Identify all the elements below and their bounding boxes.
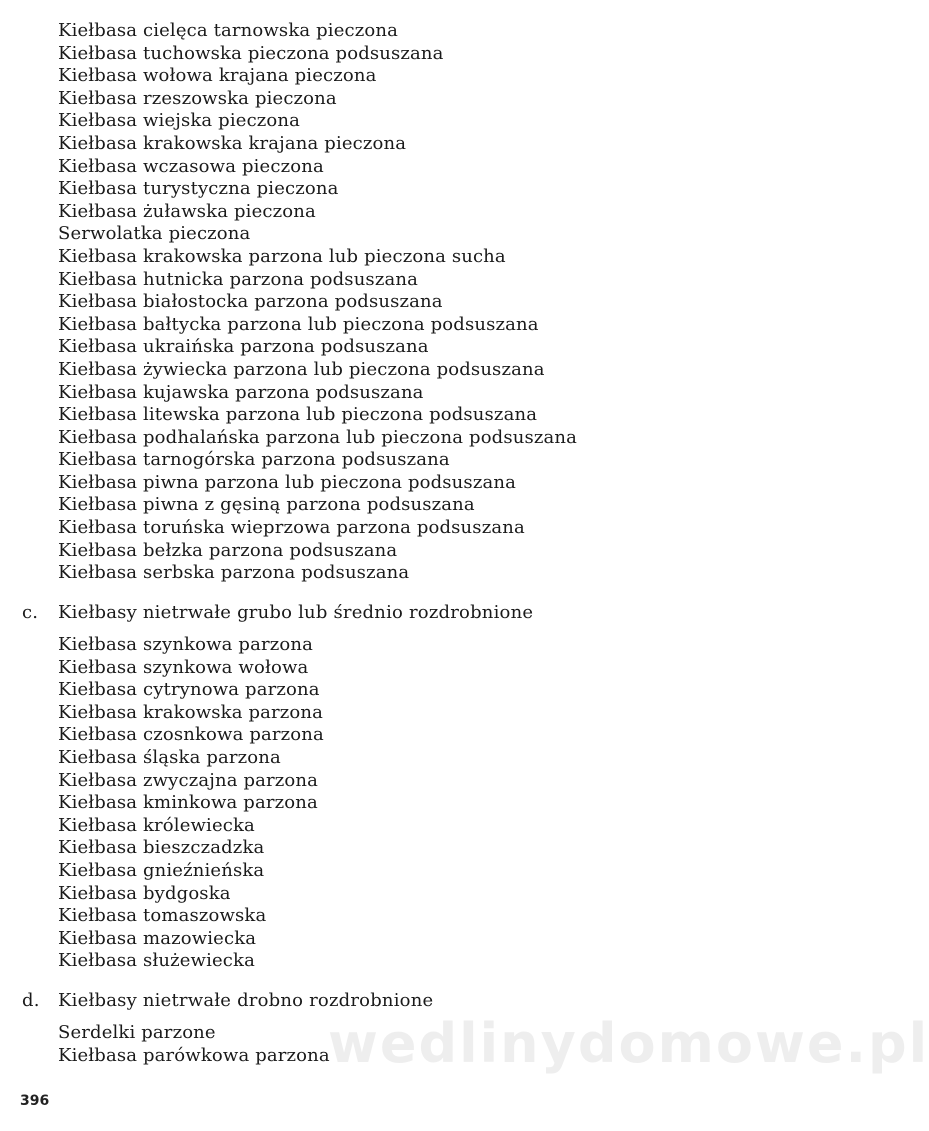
list-item: Kiełbasa żywiecka parzona lub pieczona podsuszana bbox=[58, 358, 545, 380]
section-d-title: Kiełbasy nietrwałe drobno rozdrobnione bbox=[58, 990, 434, 1011]
list-item: Kiełbasa gnieźnieńska bbox=[58, 859, 265, 881]
list-item: Kiełbasa piwna parzona lub pieczona podsuszana bbox=[58, 471, 516, 493]
list-item: Kiełbasa tarnogórska parzona podsuszana bbox=[58, 449, 450, 471]
list-item: Kiełbasa żuławska pieczona bbox=[58, 200, 316, 222]
section-c-letter: c. bbox=[22, 602, 39, 623]
list-item: Kiełbasa szynkowa parzona bbox=[58, 634, 313, 655]
list-item: Kiełbasa podhalańska parzona lub pieczona podsuszana bbox=[58, 426, 578, 448]
list-item: Kiełbasa tuchowska pieczona podsuszana bbox=[58, 42, 444, 64]
list-item: Kiełbasa białostocka parzona podsuszana bbox=[58, 291, 443, 313]
list-item: Kiełbasa bełzka parzona podsuszana bbox=[58, 539, 398, 561]
list-item: Kiełbasa wołowa krajana pieczona bbox=[58, 65, 377, 87]
list-item: Kiełbasa litewska parzona lub pieczona podsuszana bbox=[58, 404, 538, 426]
list-item: Kiełbasa tomaszowska bbox=[58, 905, 267, 927]
list-item: Kiełbasa serbska parzona podsuszana bbox=[58, 562, 410, 584]
section-d-list bbox=[58, 1022, 330, 1067]
list-item: Kiełbasa toruńska wieprzowa parzona podsuszana bbox=[58, 517, 525, 539]
section-c-list bbox=[58, 634, 324, 973]
list-item: Kiełbasa służewiecka bbox=[58, 950, 255, 972]
section-c-heading bbox=[22, 601, 533, 625]
list-item: Serdelki parzone bbox=[58, 1022, 216, 1043]
watermark: wedlinydomowe.pl bbox=[328, 1012, 929, 1075]
list-item: Kiełbasa bydgoska bbox=[58, 882, 231, 904]
list-item: Kiełbasa czosnkowa parzona bbox=[58, 724, 324, 746]
list-item: Kiełbasa parówkowa parzona bbox=[58, 1044, 330, 1066]
list-item: Kiełbasa szynkowa wołowa bbox=[58, 656, 309, 678]
section-d-heading bbox=[22, 989, 433, 1013]
page-number: 396 bbox=[20, 1093, 50, 1109]
list-item: Kiełbasa krakowska parzona bbox=[58, 701, 324, 723]
list-item: Kiełbasa rzeszowska pieczona bbox=[58, 87, 337, 109]
list-item: Kiełbasa krakowska parzona lub pieczona sucha bbox=[58, 245, 506, 267]
list-item: Kiełbasa turystyczna pieczona bbox=[58, 178, 339, 200]
section-d-letter: d. bbox=[22, 990, 40, 1011]
list-item: Kiełbasa ukraińska parzona podsuszana bbox=[58, 336, 429, 358]
list-item: Kiełbasa wiejska pieczona bbox=[58, 110, 301, 132]
list-item: Kiełbasa bieszczadzka bbox=[58, 837, 265, 859]
list-item: Kiełbasa hutnicka parzona podsuszana bbox=[58, 268, 418, 290]
list-item: Kiełbasa krakowska krajana pieczona bbox=[58, 132, 407, 154]
list-item: Kiełbasa cielęca tarnowska pieczona bbox=[58, 20, 398, 41]
list-item: Serwolatka pieczona bbox=[58, 223, 251, 245]
list-item: Kiełbasa mazowiecka bbox=[58, 927, 257, 949]
list-item: Kiełbasa królewiecka bbox=[58, 814, 255, 836]
list-item: Kiełbasa kujawska parzona podsuszana bbox=[58, 381, 424, 403]
list-item: Kiełbasa wczasowa pieczona bbox=[58, 155, 324, 177]
list-item: Kiełbasa śląska parzona bbox=[58, 746, 281, 768]
section-c-title: Kiełbasy nietrwałe grubo lub średnio rozdrobnione bbox=[58, 602, 534, 623]
section-b-list bbox=[58, 20, 577, 585]
list-item: Kiełbasa piwna z gęsiną parzona podsuszana bbox=[58, 494, 475, 516]
list-item: Kiełbasa kminkowa parzona bbox=[58, 792, 318, 814]
list-item: Kiełbasa cytrynowa parzona bbox=[58, 679, 320, 701]
list-item: Kiełbasa bałtycka parzona lub pieczona podsuszana bbox=[58, 313, 539, 335]
list-item: Kiełbasa zwyczajna parzona bbox=[58, 769, 319, 791]
